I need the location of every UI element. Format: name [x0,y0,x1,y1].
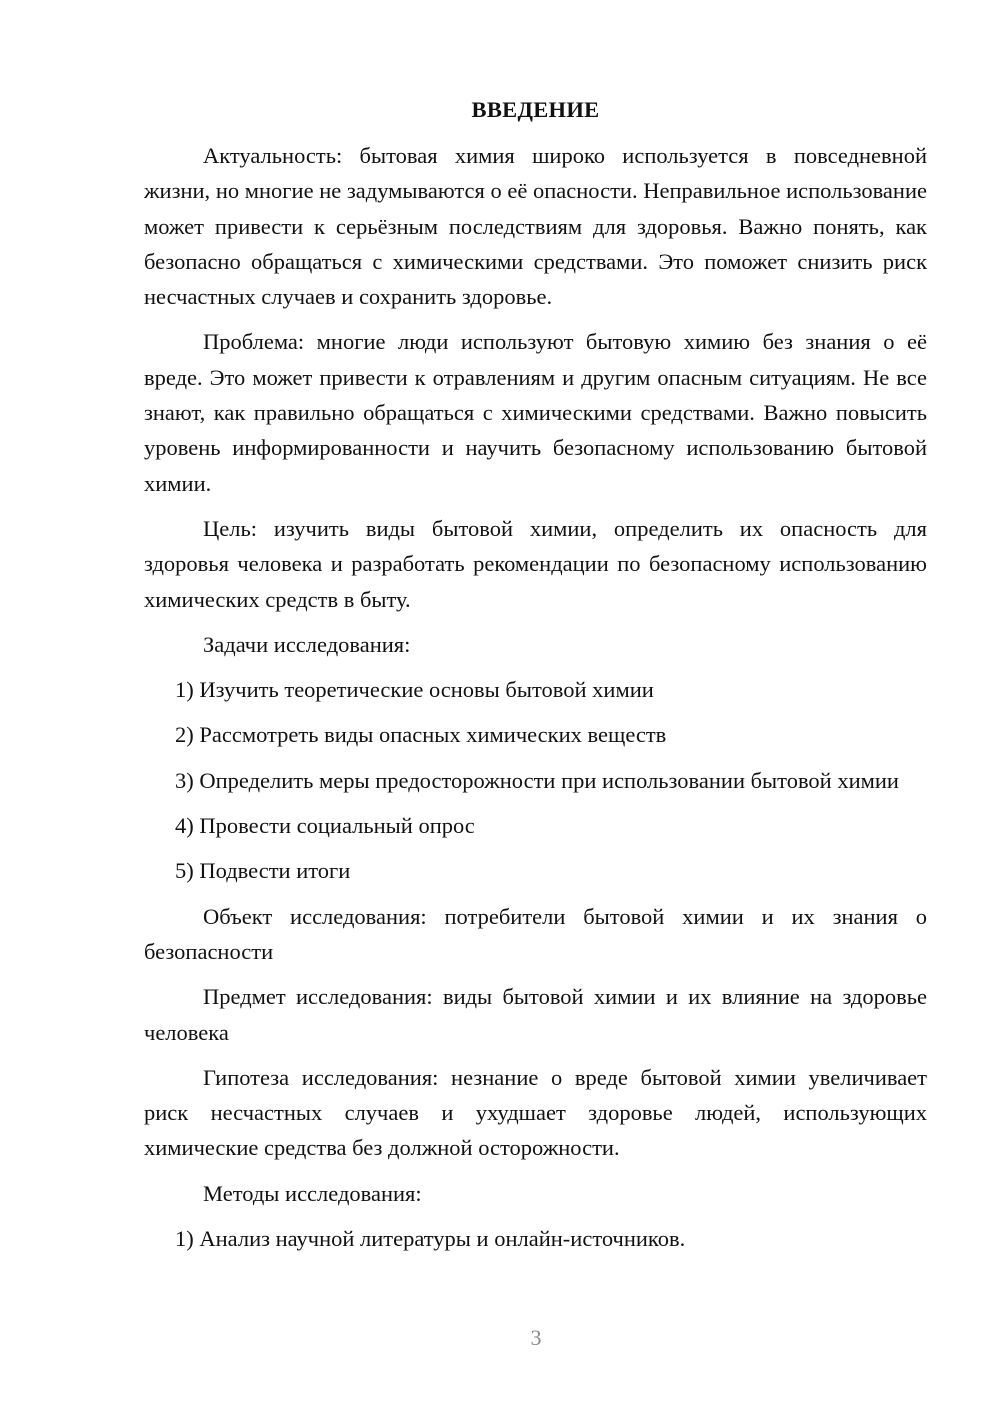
task-item: 4) Провести социальный опрос [175,813,475,839]
task-item: 2) Рассмотреть виды опасных химических веществ [175,722,667,748]
problem-paragraph: Проблема: многие люди используют бытовую химию без знания о её вреде. Это может привести к отравлениям и другим опасным ситуациям. Не все знают, как правильно обращаться с химическими средствами. Важно повысить уровень информированности и научить безопасному использованию бытовой химии. [144,329,927,496]
page-content [144,95,927,1266]
method-item: 1) Анализ научной литературы и онлайн-источников. [175,1226,686,1252]
subject-paragraph: Предмет исследования: виды бытовой химии и их влияние на здоровье человека [144,984,927,1045]
task-item: 3) Определить меры предосторожности при использовании бытовой химии [175,767,899,793]
task-item: 5) Подвести итоги [175,858,351,884]
tasks-title: Задачи исследования: [203,631,411,657]
section-heading: ВВЕДЕНИЕ [471,97,600,122]
relevance-paragraph: Актуальность: бытовая химия широко используется в повседневной жизни, но многие не задумываются о её опасности. Неправильное использование может привести к серьёзным последствиям для здоровья. Важно понять, как безопасно обращаться с химическими средствами. Это поможет снизить риск несчастных случаев и сохранить здоровье. [144,143,927,310]
task-item: 1) Изучить теоретические основы бытовой химии [175,677,654,703]
page-number: 3 [530,1325,542,1350]
hypothesis-paragraph: Гипотеза исследования: незнание о вреде бытовой химии увеличивает риск несчастных случаев и ухудшает здоровье людей, использующих химические средства без должной осторожности. [144,1064,927,1161]
goal-paragraph: Цель: изучить виды бытовой химии, определить их опасность для здоровья человека и разработать рекомендации по безопасному использованию химических средств в быту. [144,515,927,612]
object-paragraph: Объект исследования: потребители бытовой химии и их знания о безопасности [144,903,927,964]
methods-title: Методы исследования: [203,1180,422,1206]
